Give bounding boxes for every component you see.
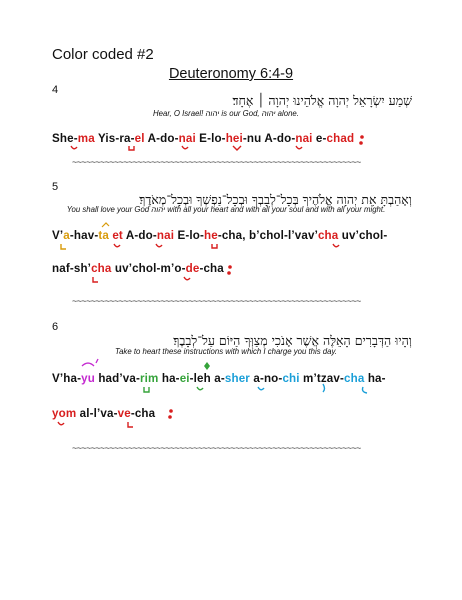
syllable-text: -leh a- [189, 372, 225, 385]
stressed-syllable: nai [178, 132, 196, 145]
syllable-text: -cha [199, 262, 224, 275]
syllable-text: ha- [364, 372, 386, 385]
hebrew-text: וְהָיוּ הַדְּבָרִים הָאֵלֶּה אֲשֶׁר אָנֹכִי מְצַוְּךָ הַיּוֹם עַל־לְבָבֶךָ׃ [173, 333, 412, 348]
stressed-syllable: sher [224, 372, 250, 385]
separator-line: ~~~~~~~~~~~~~~~~~~~~~~~~~~~~~~~~~~~~~~~~~~~~~~~~~~~~~~~~~~~~~~ [72, 296, 361, 306]
stressed-syllable: nai [295, 132, 313, 145]
syllable-text: A-do- [122, 229, 157, 242]
syllable-text: Yis-ra- [94, 132, 135, 145]
hebrew-text: שְׁמַע יִשְׂרָאֵל יְהוָה אֱלֹהֵינוּ יְהוָה ׀ אֶחָד׃ [232, 93, 412, 108]
stressed-syllable: ta [98, 229, 109, 242]
syllable-text: m’tzav- [299, 372, 345, 385]
hebrew-text: וְאָהַבְתָּ אֵת יְהוָה אֱלֹהֶיךָ בְּכָל־לְבָבְךָ וּבְכָל־נַפְשְׁךָ וּבְכָל־מְאֹדֶךָ׃ [139, 192, 412, 207]
verse-number: 6 [52, 321, 59, 333]
stressed-syllable: yu [81, 372, 95, 385]
stressed-syllable: et [112, 229, 123, 242]
stressed-syllable: chi [282, 372, 300, 385]
stressed-syllable: he [203, 229, 218, 242]
syllable-text: e- [312, 132, 327, 145]
syllable-text: -nu A-do- [242, 132, 296, 145]
verse-number: 4 [52, 84, 59, 96]
passage-reference: Deuteronomy 6:4-9 [168, 66, 294, 82]
stressed-syllable: ve [117, 407, 131, 420]
stressed-syllable: yom [52, 407, 77, 420]
stressed-syllable: de [185, 262, 200, 275]
stressed-syllable: chad [326, 132, 355, 145]
syllable-text: -hav- [69, 229, 99, 242]
stressed-syllable: ma [77, 132, 95, 145]
syllable-text: ha- [158, 372, 180, 385]
syllable-text: uv’chol-m’o- [111, 262, 186, 275]
stressed-syllable: ei [179, 372, 190, 385]
syllable-text: a-no- [249, 372, 283, 385]
syllable-text: A-do- [144, 132, 179, 145]
english-translation: You shall love your God יהוה with all your heart and with all your soul and with all your might. [66, 205, 386, 214]
syllable-text: -cha [130, 407, 156, 420]
english-translation: Hear, O Israel! יהוה is our God, יהוה alone. [153, 109, 299, 118]
syllable-text: had’va- [94, 372, 140, 385]
separator-line: ~~~~~~~~~~~~~~~~~~~~~~~~~~~~~~~~~~~~~~~~~~~~~~~~~~~~~~~~~~~~~~ [72, 443, 361, 453]
syllable-text: V’ [52, 229, 64, 242]
stressed-syllable: a [63, 229, 70, 242]
verse-number: 5 [52, 181, 59, 193]
syllable-text: She- [52, 132, 78, 145]
syllable-text: V’ha- [52, 372, 82, 385]
document-title: Color coded #2 [52, 46, 154, 63]
syllable-text: E-lo- [195, 132, 226, 145]
stressed-syllable: hei [225, 132, 243, 145]
stressed-syllable: nai [156, 229, 175, 242]
separator-line: ~~~~~~~~~~~~~~~~~~~~~~~~~~~~~~~~~~~~~~~~~~~~~~~~~~~~~~~~~~~~~~ [72, 157, 361, 167]
syllable-text: naf-sh’ [52, 262, 92, 275]
stressed-syllable: cha [317, 229, 339, 242]
english-translation: Take to heart these instructions with which I charge you this day. [115, 347, 337, 356]
stressed-syllable: cha [91, 262, 112, 275]
syllable-text: al-l’va- [76, 407, 118, 420]
syllable-text: uv’chol- [338, 229, 388, 242]
stressed-syllable: el [134, 132, 145, 145]
stressed-syllable: cha [344, 372, 365, 385]
syllable-text: E-lo- [174, 229, 204, 242]
syllable-text: -cha, b’chol-l’vav’ [217, 229, 318, 242]
stressed-syllable: rim [139, 372, 159, 385]
